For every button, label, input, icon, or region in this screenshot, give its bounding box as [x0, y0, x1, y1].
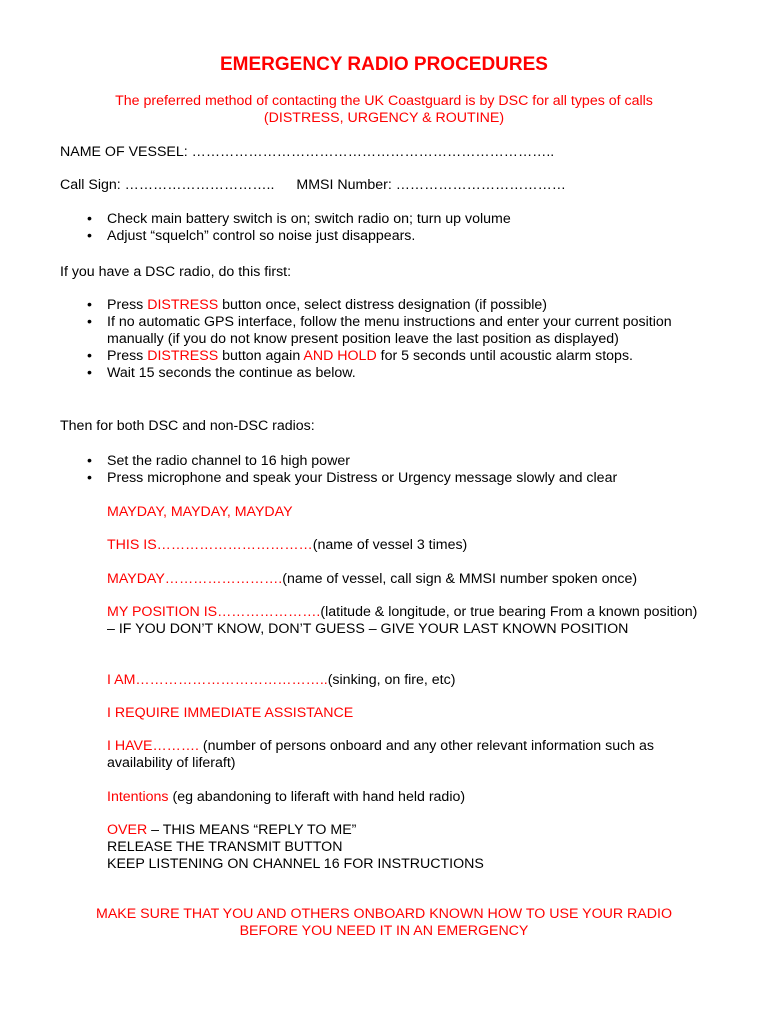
subtitle-line-2: (DISTRESS, URGENCY & ROUTINE)	[263, 110, 505, 126]
subtitle	[40, 93, 728, 127]
final-warning	[40, 906, 728, 940]
and-hold-keyword: AND HOLD	[303, 348, 377, 364]
text: (sinking, on fire, etc)	[327, 672, 456, 688]
dsc-intro: If you have a DSC radio, do this first:	[60, 264, 292, 280]
i-have-line	[107, 738, 707, 772]
text: button again	[218, 348, 304, 364]
final-warning-line-2: BEFORE YOU NEED IT IN AN EMERGENCY	[239, 923, 529, 939]
call-sign-line: Call Sign: …………………………..	[60, 177, 275, 193]
list-item: • If no automatic GPS interface, follow the menu instructions and enter your current position manually (if you do not know present position leave the last position as displayed)	[60, 314, 720, 348]
intentions-line	[107, 789, 707, 806]
text: – THIS MEANS “REPLY TO ME”	[147, 822, 357, 838]
text: Intentions	[107, 789, 169, 805]
both-intro: Then for both DSC and non-DSC radios:	[60, 418, 315, 434]
position-line	[107, 604, 707, 638]
text: Press	[107, 297, 148, 313]
text: MAYDAY…………………….	[107, 571, 283, 587]
text: I AM…………………………………..	[107, 672, 328, 688]
text: OVER	[107, 822, 148, 838]
list-item: • Adjust “squelch” control so noise just disappears.	[60, 228, 720, 245]
text: (name of vessel 3 times)	[312, 537, 468, 553]
text: MY POSITION IS………………….	[107, 604, 321, 620]
list-item	[60, 348, 720, 365]
keep-listening-line: KEEP LISTENING ON CHANNEL 16 FOR INSTRUCTIONS	[107, 856, 484, 872]
text: (eg abandoning to liferaft with hand held radio)	[168, 789, 466, 805]
text: (name of vessel, call sign & MMSI number spoken once)	[282, 571, 638, 587]
both-bullet-list	[60, 453, 720, 487]
text: (number of persons onboard and any other relevant information such as availability of liferaft)	[107, 738, 655, 771]
list-item	[60, 297, 720, 314]
release-line: RELEASE THE TRANSMIT BUTTON	[107, 839, 343, 855]
mayday-call: MAYDAY, MAYDAY, MAYDAY	[107, 504, 293, 520]
list-item: • Set the radio channel to 16 high power	[60, 453, 720, 470]
list-item: • Check main battery switch is on; switch radio on; turn up volume	[60, 211, 720, 228]
prep-bullet-list	[60, 211, 720, 245]
text: I HAVE……….	[107, 738, 199, 754]
text: (latitude & longitude, or true bearing From a known position) – IF YOU DON’T KNOW, DON’T GUESS – GIVE YOUR LAST KNOWN POSITION	[107, 604, 698, 637]
text: Press	[107, 348, 148, 364]
text: THIS IS……………………………	[107, 537, 313, 553]
page-title: EMERGENCY RADIO PROCEDURES	[220, 54, 548, 75]
final-warning-line-1: MAKE SURE THAT YOU AND OTHERS ONBOARD KNOWN HOW TO USE YOUR RADIO	[96, 906, 672, 922]
over-block	[107, 822, 707, 873]
list-item: • Press microphone and speak your Distress or Urgency message slowly and clear	[60, 470, 720, 487]
text: for 5 seconds until acoustic alarm stops.	[376, 348, 633, 364]
distress-keyword: DISTRESS	[147, 297, 219, 313]
dsc-bullet-list	[60, 297, 720, 382]
vessel-name-line: NAME OF VESSEL: …………………………………………………………………..	[60, 144, 555, 160]
mayday-line	[107, 571, 707, 588]
subtitle-line-1: The preferred method of contacting the UK Coastguard is by DSC for all types of calls	[115, 93, 653, 109]
call-sign-row	[60, 177, 720, 194]
list-item: • Wait 15 seconds the continue as below.	[60, 365, 720, 382]
i-am-line	[107, 672, 707, 689]
over-line	[107, 822, 707, 839]
distress-keyword: DISTRESS	[147, 348, 219, 364]
text: button once, select distress designation (if possible)	[218, 297, 548, 313]
require-line: I REQUIRE IMMEDIATE ASSISTANCE	[107, 705, 354, 721]
mmsi-line: MMSI Number: ………………………………	[296, 177, 566, 193]
this-is-line	[107, 537, 707, 554]
